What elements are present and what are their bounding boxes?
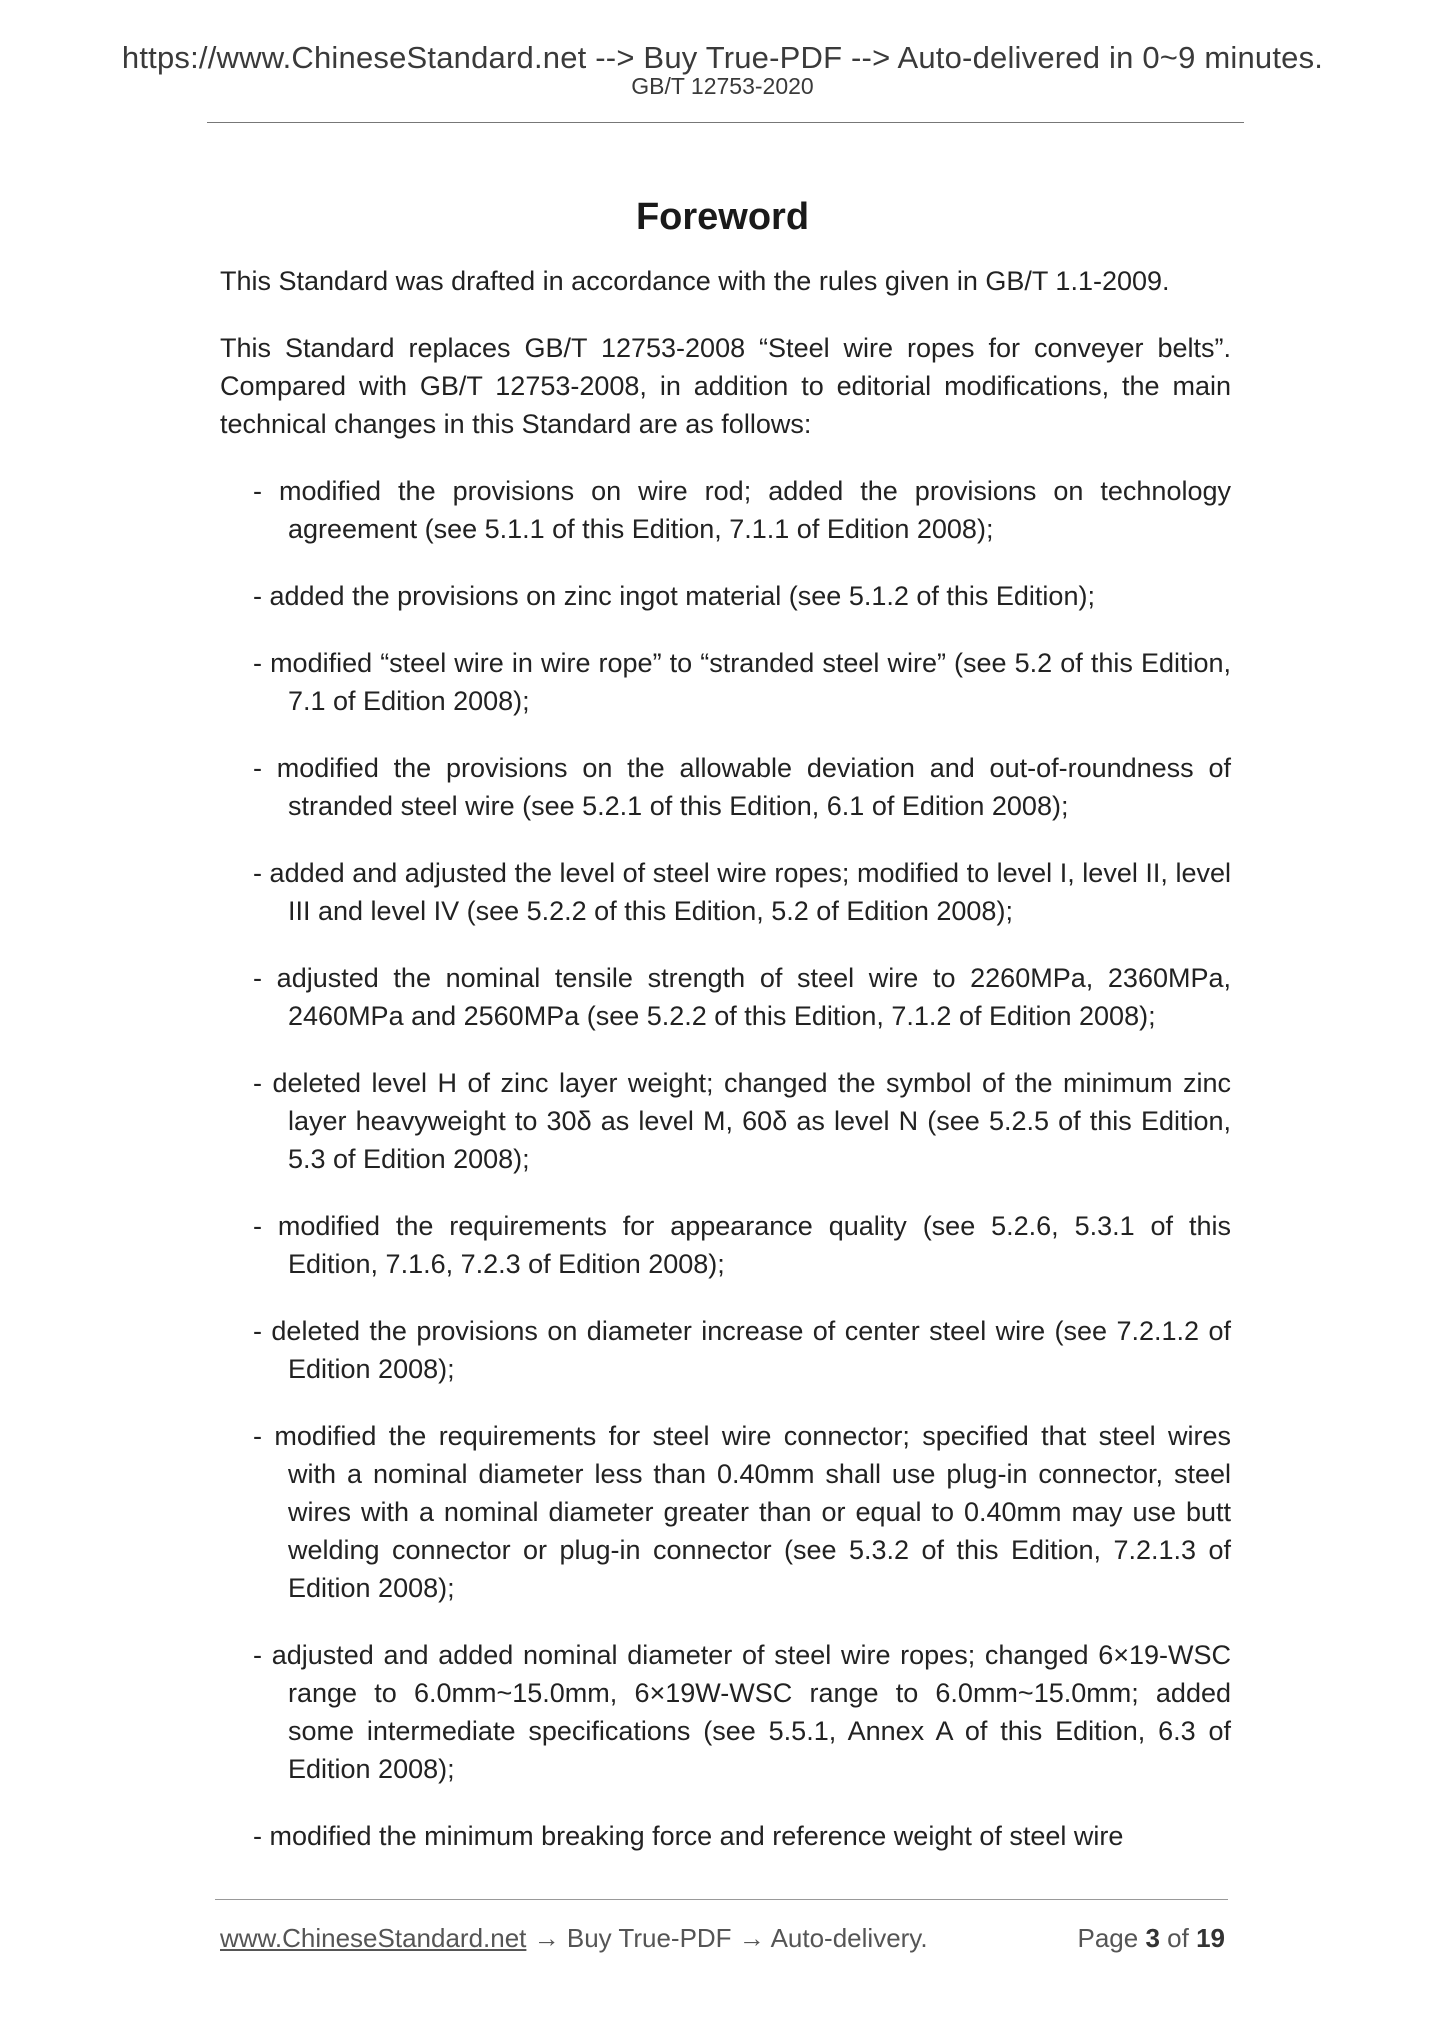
page-of: of bbox=[1167, 1923, 1189, 1953]
header-divider bbox=[207, 122, 1244, 123]
list-item: - adjusted the nominal tensile strength of steel wire to 2260MPa, 2360MPa, 2460MPa and 2560MPa (see 5.2.2 of this Edition, 7.1.2 of Edition 2008); bbox=[253, 963, 1231, 1031]
list-item: - added the provisions on zinc ingot material (see 5.1.2 of this Edition); bbox=[253, 581, 1095, 611]
list-item: - modified the requirements for steel wire connector; specified that steel wires with a nominal diameter less than 0.40mm shall use plug-in connector, steel wires with a nominal diameter greater than or equal to 0.40mm may use butt welding connector or plug-in connector (see 5.3.2 of this Edition, 7.2.1.3 of Edition 2008); bbox=[253, 1421, 1231, 1603]
list-item: - deleted the provisions on diameter increase of center steel wire (see 7.2.1.2 of Edition 2008); bbox=[253, 1316, 1231, 1384]
list-item: - modified “steel wire in wire rope” to “stranded steel wire” (see 5.2 of this Edition, 7.1 of Edition 2008); bbox=[253, 648, 1231, 716]
list-item: - modified the minimum breaking force and reference weight of steel wire bbox=[253, 1821, 1124, 1851]
standard-code: GB/T 12753-2020 bbox=[631, 73, 814, 99]
paragraph: This Standard replaces GB/T 12753-2008 “Steel wire ropes for conveyer belts”. Compared with GB/T 12753-2008, in addition to editorial modifications, the main technical changes in this Standard are as follows: bbox=[220, 333, 1231, 439]
paragraph: This Standard was drafted in accordance with the rules given in GB/T 1.1-2009. bbox=[220, 266, 1170, 296]
header-url-line: https://www.ChineseStandard.net --> Buy True-PDF --> Auto-delivered in 0~9 minutes. bbox=[121, 40, 1324, 75]
list-item: - adjusted and added nominal diameter of steel wire ropes; changed 6×19-WSC range to 6.0mm~15.0mm, 6×19W-WSC range to 6.0mm~15.0mm; added some intermediate specifications (see 5.5.1, Annex A of this Edition, 6.3 of Edition 2008); bbox=[253, 1640, 1231, 1784]
footer-divider bbox=[215, 1899, 1228, 1900]
list-item: - added and adjusted the level of steel wire ropes; modified to level I, level II, level III and level IV (see 5.2.2 of this Edition, 5.2 of Edition 2008); bbox=[253, 858, 1231, 926]
list-item: - modified the provisions on wire rod; added the provisions on technology agreement (see 5.1.1 of this Edition, 7.1.1 of Edition 2008); bbox=[253, 476, 1231, 544]
footer-promo bbox=[220, 1921, 928, 1955]
list-item: - modified the provisions on the allowable deviation and out-of-roundness of stranded steel wire (see 5.2.1 of this Edition, 6.1 of Edition 2008); bbox=[253, 753, 1231, 821]
page-label: Page bbox=[1077, 1923, 1139, 1953]
page-total: 19 bbox=[1196, 1923, 1225, 1953]
page-current: 3 bbox=[1145, 1923, 1160, 1953]
page-number bbox=[1077, 1921, 1225, 1955]
changes-list bbox=[220, 472, 1231, 1855]
document-body bbox=[220, 262, 1231, 1884]
site-link[interactable]: www.ChineseStandard.net bbox=[220, 1923, 527, 1953]
footer-promo-text: → Buy True-PDF → Auto-delivery. bbox=[526, 1923, 928, 1953]
list-item: - deleted level H of zinc layer weight; changed the symbol of the minimum zinc layer heavyweight to 30δ as level M, 60δ as level N (see 5.2.5 of this Edition, 5.3 of Edition 2008); bbox=[253, 1068, 1231, 1174]
page-footer bbox=[220, 1921, 1228, 1955]
page-title: Foreword bbox=[635, 196, 810, 239]
list-item: - modified the requirements for appearance quality (see 5.2.6, 5.3.1 of this Edition, 7.1.6, 7.2.3 of Edition 2008); bbox=[253, 1211, 1231, 1279]
